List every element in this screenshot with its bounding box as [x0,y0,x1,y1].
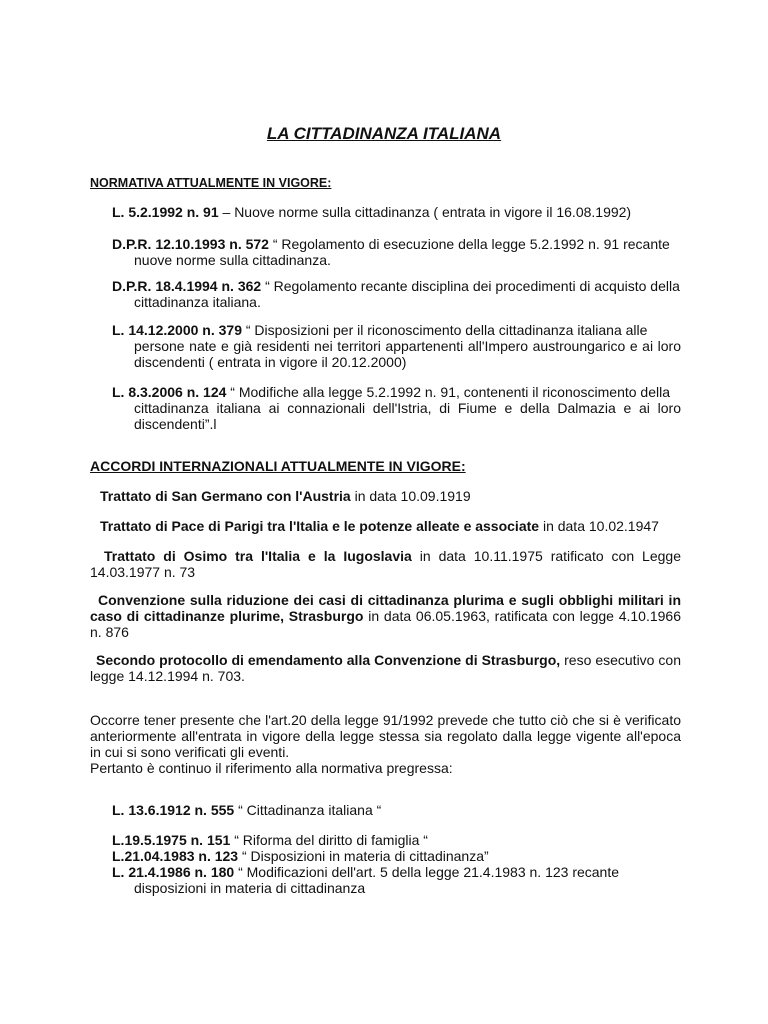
treaty-item [90,488,681,504]
law-text: “ Modifiche alla legge 5.2.1992 n. 91, contenenti il riconoscimento della [226,384,671,400]
law-ref: L. 8.3.2006 n. 124 [112,384,227,400]
law-item [112,278,681,310]
law-text: “ Riforma del diritto di famiglia “ [230,832,428,848]
law-item [112,204,681,220]
body-paragraph [90,712,681,776]
law-item [112,322,681,370]
law-item [112,802,681,818]
treaty-item [90,652,681,684]
treaty-item [90,592,681,640]
law-text: “ Regolamento recante disciplina dei procedimenti di acquisto della [261,278,680,294]
law-text: “ Disposizioni in materia di cittadinanza” [238,848,489,864]
treaty-name: Trattato di Osimo tra l'Italia e la Iugoslavia [104,548,412,564]
law-ref: L.19.5.1975 n. 151 [112,832,231,848]
law-ref: L. 13.6.1912 n. 555 [112,802,235,818]
law-ref: L. 5.2.1992 n. 91 [112,204,219,220]
treaty-name: Trattato di San Germano con l'Austria [100,488,351,504]
law-text: – Nuove norme sulla cittadinanza ( entrata in vigore il 16.08.1992) [218,204,632,220]
section-heading-accordi: ACCORDI INTERNAZIONALI ATTUALMENTE IN VIGORE: [90,458,466,474]
treaty-name: Secondo protocollo di emendamento alla Convenzione di Strasburgo, [96,652,561,668]
law-ref: L. 21.4.1986 n. 180 [112,864,235,880]
law-ref: D.P.R. 18.4.1994 n. 362 [112,278,262,294]
document-title: LA CITTADINANZA ITALIANA [266,124,502,143]
law-text-continued: cittadinanza italiana ai connazionali dell'Istria, di Fiume e della Dalmazia e ai loro discendenti”.l [134,400,681,432]
paragraph-text: Occorre tener presente che l'art.20 della legge 91/1992 prevede che tutto ciò che si è verificato anteriormente all'entrata in vigore della legge stessa sia regolato dalla legge vigente all'epoca in cui si sono verificati gli eventi. [90,712,681,760]
law-item [112,236,681,268]
treaty-text: in data 10.02.1947 [539,518,659,534]
law-ref: L. 14.12.2000 n. 379 [112,322,242,338]
law-text-continued: cittadinanza italiana. [134,294,261,310]
treaty-item [90,548,681,580]
law-text-continued: persone nate e già residenti nei territori appartenenti all'Impero austroungarico e ai loro discendenti ( entrata in vigore il 20.12.2000) [134,338,681,370]
law-text-continued: disposizioni in materia di cittadinanza [134,880,366,896]
law-text: “ Cittadinanza italiana “ [234,802,382,818]
treaty-text: reso esecutivo con legge 14.12.1994 n. 703. [90,652,682,684]
law-item [112,848,681,864]
law-text: “ Disposizioni per il riconoscimento della cittadinanza italiana alle [241,322,648,338]
treaty-text: in data 10.09.1919 [350,488,471,504]
law-ref: D.P.R. 12.10.1993 n. 572 [112,236,269,252]
treaty-text: in data 10.11.1975 ratificato con Legge 14.03.1977 n. 73 [90,548,681,580]
treaty-name: Convenzione sulla riduzione dei casi di cittadinanza plurima e sugli obblighi militari in caso di cittadinanze plurime, Strasburgo [90,592,681,624]
section-heading-normativa: NORMATIVA ATTUALMENTE IN VIGORE: [90,176,332,190]
treaty-text: in data 06.05.1963, ratificata con legge 4.10.1966 n. 876 [90,608,681,640]
law-item [112,864,681,896]
treaty-name: Trattato di Pace di Parigi tra l'Italia e le potenze alleate e associate [100,518,540,534]
paragraph-text: Pertanto è continuo il riferimento alla normativa pregressa: [90,760,453,776]
law-text-continued: nuove norme sulla cittadinanza. [134,252,331,268]
law-text: “ Regolamento di esecuzione della legge 5.2.1992 n. 91 recante [268,236,670,252]
law-ref: L.21.04.1983 n. 123 [112,848,239,864]
treaty-item [90,518,681,534]
law-item [112,384,681,432]
law-item [112,832,681,848]
law-text: “ Modificazioni dell'art. 5 della legge 21.4.1983 n. 123 recante [234,864,620,880]
